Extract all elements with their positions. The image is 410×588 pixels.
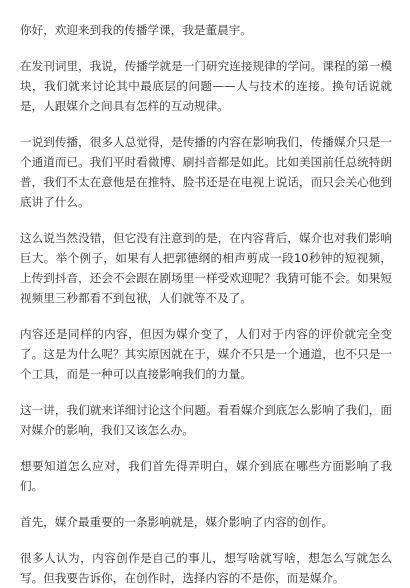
paragraph-content-creation: 很多人认为，内容创作是自己的事儿，想写啥就写啥，想怎么写就怎么写。但我要告诉你，在创作时，选择内容的不是你，而是媒介。 <box>20 551 392 585</box>
paragraph-example: 这么说当然没错，但它没有注意到的是，在内容背后，媒介也对我们影响巨大。举个例子，如果有人把郭德纲的相声剪成一段10秒钟的短视频，上传到抖音，还会不会跟在剧场里一样受欢迎呢？我猜可能不会。如果短视频里三秒都看不到包袱，人们就等不及了。 <box>20 231 392 305</box>
paragraph-greeting: 你好，欢迎来到我的传播学课，我是董晨宇。 <box>20 23 252 37</box>
paragraph-how-to-respond: 想要知道怎么应对，我们首先得弄明白，媒介到底在哪些方面影响了我们。 <box>20 459 392 493</box>
paragraph-media-force: 内容还是同样的内容，但因为媒介变了，人们对于内容的评价就完全变了。这是为什么呢？其实原因就在于，媒介不只是一个通道，也不只是一个工具，而是一种可以直接影响我们的力量。 <box>20 327 392 381</box>
paragraph-first-influence: 首先，媒介最重要的一条影响就是，媒介影响了内容的创作。 <box>20 515 334 529</box>
paragraph-lecture-goal: 这一讲，我们就来详细讨论这个问题。看看媒介到底怎么影响了我们，面对媒介的影响，我们又该怎么办。 <box>20 403 392 437</box>
paragraph-common-view: 一说到传播，很多人总觉得，是传播的内容在影响我们，传播媒介只是一个通道而已。我们平时看微博、刷抖音都是如此。比如美国前任总统特朗普，我们不太在意他是在推特、脸书还是在电视上说话，而只会关心他到底讲了什么。 <box>20 135 392 209</box>
article-body <box>20 20 392 588</box>
paragraph-intro: 在发刊词里，我说，传播学就是一门研究连接规律的学问。课程的第一模块，我们就来讨论其中最底层的问题——人与技术的连接。换句话说就是，人跟媒介之间具有怎样的互动规律。 <box>20 59 392 113</box>
